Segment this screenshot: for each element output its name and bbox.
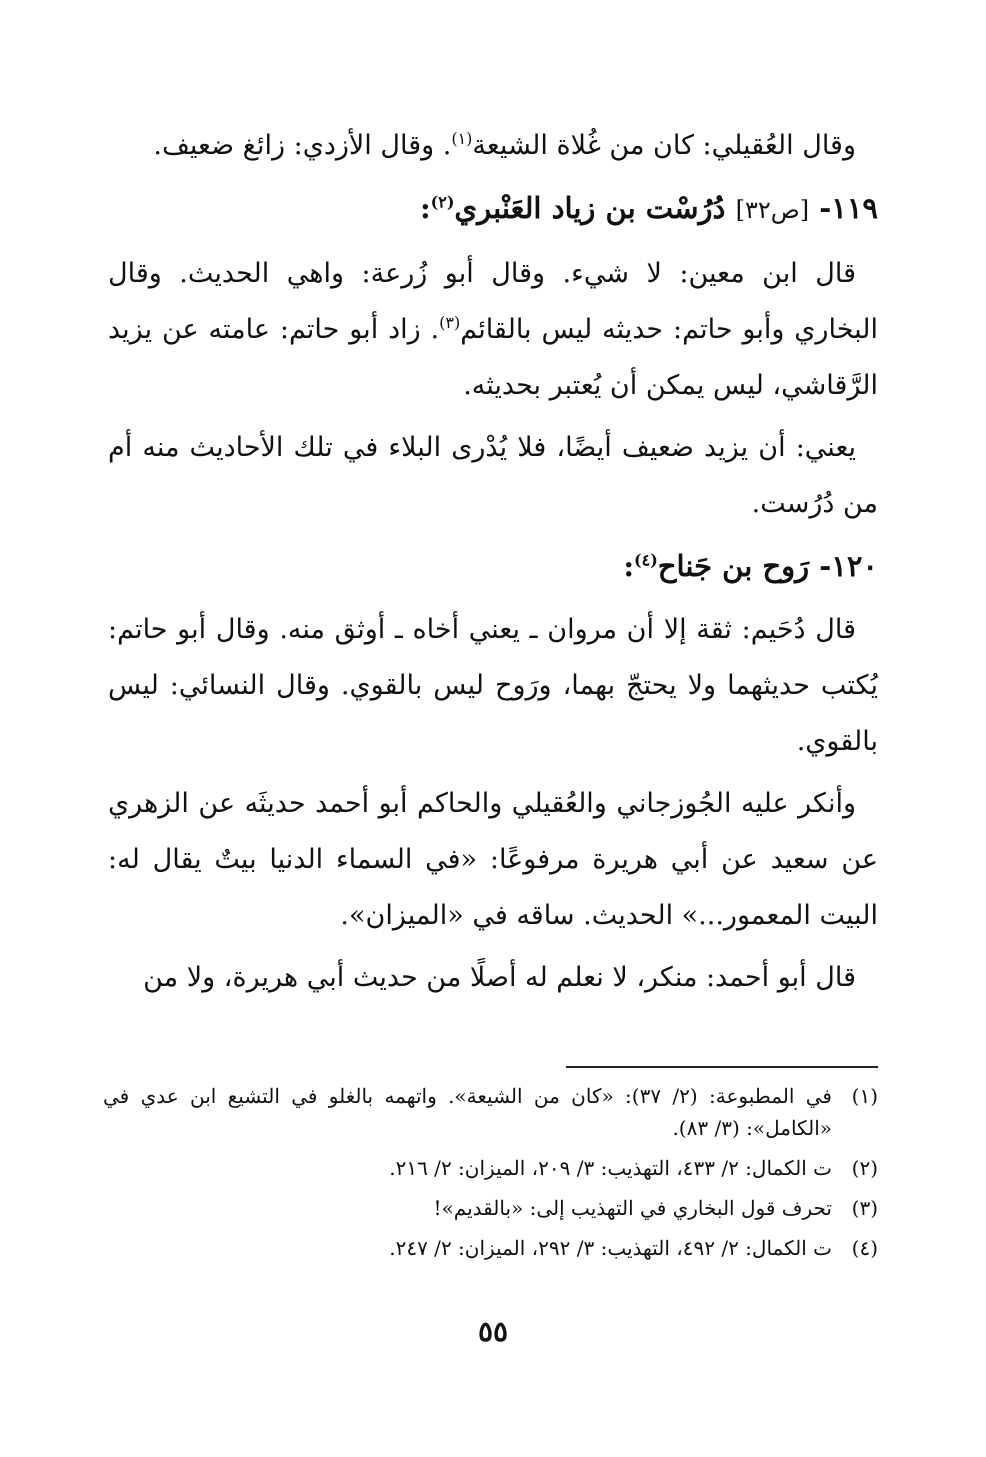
paragraph-text: وقال العُقيلي: كان من غُلاة الشيعة xyxy=(472,130,856,161)
footnote-ref-1[interactable]: (١) xyxy=(451,129,473,148)
heading-colon: : xyxy=(419,191,431,225)
entry-name: دُرُسْت بن زياد العَنْبري xyxy=(454,191,726,225)
paragraph-text: . زاد أبو حاتم: عامته عن يزيد الرَّقاشي، ليس يمكن أن يُعتبر بحديثه. xyxy=(108,314,878,401)
footnote-3 xyxy=(103,1192,878,1224)
entry-number: ١٢٠- xyxy=(819,549,878,583)
footnote-number: (١) xyxy=(851,1084,878,1108)
footnote-ref-4[interactable]: (٤) xyxy=(634,550,658,570)
paragraph-text: قال أبو أحمد: منكر، لا نعلم له أصلًا من حديث أبي هريرة، ولا من xyxy=(143,962,856,993)
footnote-number: (٤) xyxy=(851,1236,878,1260)
paragraph-uqayli xyxy=(108,118,878,174)
footnote-text: تحرف قول البخاري في التهذيب إلى: «بالقديم»! xyxy=(433,1196,832,1220)
footnote-ref-3[interactable]: (٣) xyxy=(439,313,461,332)
heading-colon: : xyxy=(623,549,635,583)
paragraph-duhaym xyxy=(108,602,878,770)
entry-number: ١١٩- xyxy=(819,191,878,225)
footnote-ref-2[interactable]: (٢) xyxy=(430,192,455,212)
footnote-2 xyxy=(103,1152,878,1184)
paragraph-ibn-maeen xyxy=(108,246,878,414)
page-reference: [ص٣٢] xyxy=(735,196,810,224)
paragraph-text: قال ابن معين: لا شيء. وقال أبو زُرعة: واهي الحديث. وقال البخاري وأبو حاتم: حديثه ليس بالقائم xyxy=(108,258,878,345)
paragraph-abu-ahmad xyxy=(108,950,878,1006)
paragraph-yazid xyxy=(108,420,878,532)
footnote-number: (٢) xyxy=(851,1156,878,1180)
paragraph-text: قال دُحَيم: ثقة إلا أن مروان ـ يعني أخاه ـ أوثق منه. وقال أبو حاتم: يُكتب حديثهما ولا يحتجّ بهما، ورَوح ليس بالقوي. وقال النسائي: ليس بالقوي. xyxy=(108,614,878,757)
footnotes xyxy=(103,1080,878,1272)
footnote-number: (٣) xyxy=(851,1196,878,1220)
footnote-text: في المطبوعة: (٢/ ٣٧): «كان من الشيعة». واتهمه بالغلو في التشيع ابن عدي في «الكامل»: (٣/ ٨٣). xyxy=(103,1084,832,1140)
paragraph-jawzajani xyxy=(108,776,878,944)
footnote-text: ت الكمال: ٢/ ٤٣٣، التهذيب: ٣/ ٢٠٩، الميزان: ٢/ ٢١٦. xyxy=(389,1156,832,1180)
entry-heading-119 xyxy=(108,180,878,238)
paragraph-text: . وقال الأزدي: زائغ ضعيف. xyxy=(153,130,452,161)
footnote-1 xyxy=(103,1080,878,1144)
footnote-4 xyxy=(103,1232,878,1264)
footnote-text: ت الكمال: ٢/ ٤٩٢، التهذيب: ٣/ ٢٩٢، الميزان: ٢/ ٢٤٧. xyxy=(389,1236,832,1260)
footnote-divider xyxy=(566,1066,878,1068)
main-text xyxy=(108,118,878,1012)
paragraph-text: وأنكر عليه الجُوزجاني والعُقيلي والحاكم أبو أحمد حديثَه عن الزهري عن سعيد عن أبي هريرة مرفوعًا: «في السماء الدنيا بيتٌ يقال له: البيت المعمور...» الحديث. ساقه في «الميزان». xyxy=(108,788,878,931)
entry-name: رَوح بن جَناح xyxy=(657,549,810,583)
entry-heading-120 xyxy=(108,538,878,594)
paragraph-text: يعني: أن يزيد ضعيف أيضًا، فلا يُدْرى البلاء في تلك الأحاديث منه أم من دُرُست. xyxy=(108,432,878,519)
page-number: ٥٥ xyxy=(477,1315,509,1348)
